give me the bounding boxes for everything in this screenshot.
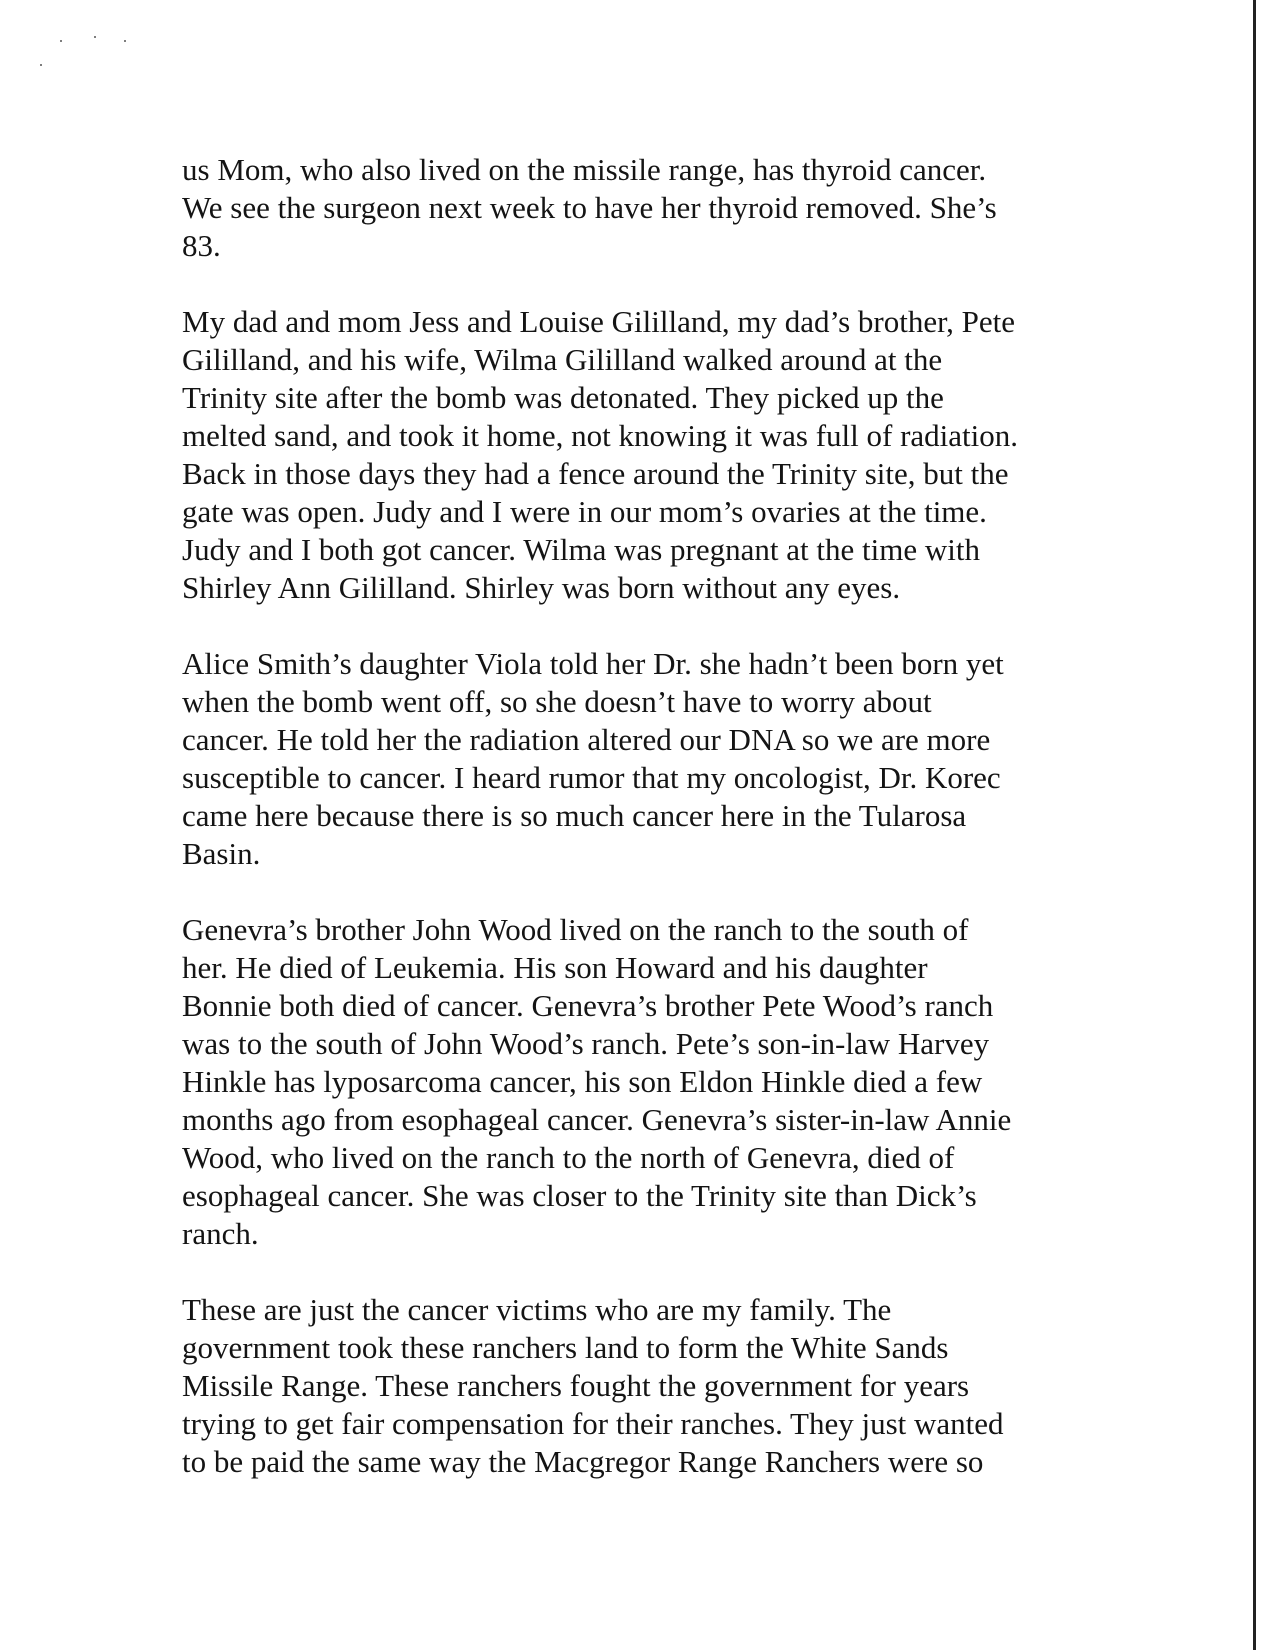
text-line: Hinkle has lyposarcoma cancer, his son Eldon Hinkle died a few bbox=[182, 1064, 983, 1099]
text-line: gate was open. Judy and I were in our mom’s ovaries at the time. bbox=[182, 494, 987, 529]
text-line: melted sand, and took it home, not knowing it was full of radiation. bbox=[182, 418, 1019, 453]
text-line: her. He died of Leukemia. His son Howard and his daughter bbox=[182, 950, 928, 985]
text-line: us Mom, who also lived on the missile range, has thyroid cancer. bbox=[182, 152, 987, 187]
text-line: Alice Smith’s daughter Viola told her Dr. she hadn’t been born yet bbox=[182, 646, 1004, 681]
paragraph bbox=[182, 303, 1082, 607]
paragraph bbox=[182, 1291, 1082, 1481]
scan-speck bbox=[40, 64, 42, 66]
text-line: Bonnie both died of cancer. Genevra’s brother Pete Wood’s ranch bbox=[182, 988, 994, 1023]
text-line: when the bomb went off, so she doesn’t have to worry about bbox=[182, 684, 932, 719]
text-line: My dad and mom Jess and Louise Gililland, my dad’s brother, Pete bbox=[182, 304, 1016, 339]
scan-border-line bbox=[1253, 0, 1256, 1650]
scan-speck bbox=[60, 40, 62, 42]
paragraph bbox=[182, 645, 1082, 873]
text-line: Gililland, and his wife, Wilma Gililland walked around at the bbox=[182, 342, 943, 377]
text-line: Back in those days they had a fence around the Trinity site, but the bbox=[182, 456, 1009, 491]
paragraph bbox=[182, 911, 1082, 1253]
text-line: came here because there is so much cancer here in the Tularosa bbox=[182, 798, 967, 833]
text-line: was to the south of John Wood’s ranch. Pete’s son-in-law Harvey bbox=[182, 1026, 990, 1061]
text-line: susceptible to cancer. I heard rumor that my oncologist, Dr. Korec bbox=[182, 760, 1001, 795]
text-line: months ago from esophageal cancer. Genevra’s sister-in-law Annie bbox=[182, 1102, 1012, 1137]
text-line: Judy and I both got cancer. Wilma was pregnant at the time with bbox=[182, 532, 980, 567]
text-line: to be paid the same way the Macgregor Range Ranchers were so bbox=[182, 1444, 984, 1479]
text-line: cancer. He told her the radiation altered our DNA so we are more bbox=[182, 722, 991, 757]
text-line: ranch. bbox=[182, 1216, 259, 1251]
text-line: These are just the cancer victims who are my family. The bbox=[182, 1292, 892, 1327]
text-line: Missile Range. These ranchers fought the government for years bbox=[182, 1368, 970, 1403]
scan-speck bbox=[94, 36, 96, 38]
text-line: We see the surgeon next week to have her thyroid removed. She’s bbox=[182, 190, 997, 225]
document-body bbox=[182, 151, 1082, 1519]
text-line: 83. bbox=[182, 228, 221, 263]
text-line: Shirley Ann Gililland. Shirley was born without any eyes. bbox=[182, 570, 901, 605]
text-line: Trinity site after the bomb was detonated. They picked up the bbox=[182, 380, 944, 415]
text-line: Genevra’s brother John Wood lived on the ranch to the south of bbox=[182, 912, 969, 947]
text-line: trying to get fair compensation for their ranches. They just wanted bbox=[182, 1406, 1004, 1441]
scan-speck bbox=[124, 40, 126, 42]
text-line: Wood, who lived on the ranch to the north of Genevra, died of bbox=[182, 1140, 955, 1175]
text-line: government took these ranchers land to form the White Sands bbox=[182, 1330, 949, 1365]
text-line: Basin. bbox=[182, 836, 261, 871]
text-line: esophageal cancer. She was closer to the Trinity site than Dick’s bbox=[182, 1178, 977, 1213]
paragraph bbox=[182, 151, 1082, 265]
